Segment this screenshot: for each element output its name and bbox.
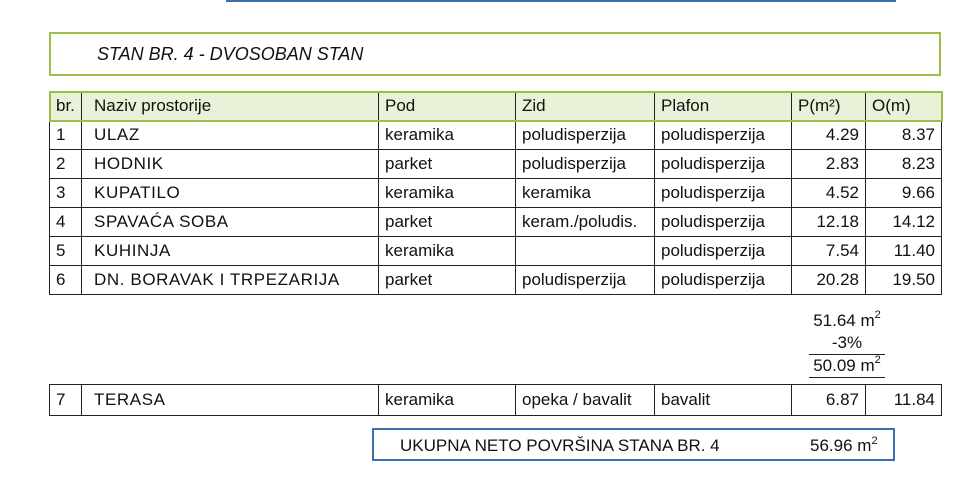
rooms-table: [49, 91, 942, 295]
table-row: [50, 266, 942, 295]
header-br: br.: [50, 92, 82, 121]
header-name: Naziv prostorije: [82, 92, 379, 121]
ceiling-material: poludisperzija: [655, 237, 792, 266]
wall-material: poludisperzija: [516, 266, 655, 295]
room-perimeter: 19.50: [866, 266, 942, 295]
wall-material: opeka / bavalit: [516, 385, 655, 416]
floor-material: parket: [379, 208, 516, 237]
room-perimeter: 14.12: [866, 208, 942, 237]
apartment-title-box: [49, 32, 941, 76]
room-name: KUHINJA: [82, 237, 379, 266]
room-area: 4.29: [792, 121, 866, 150]
subtotal-area: 51.64 $m^2$: [813, 309, 881, 330]
net-area: 50.09 $m^2$: [809, 355, 885, 378]
room-perimeter: 9.66: [866, 179, 942, 208]
wall-material: [516, 237, 655, 266]
floor-material: keramika: [379, 237, 516, 266]
row-number: 5: [50, 237, 82, 266]
header-plafon: Plafon: [655, 92, 792, 121]
floor-material: keramika: [379, 385, 516, 416]
table-header-row: [50, 92, 942, 121]
floor-material: parket: [379, 266, 516, 295]
room-area: 2.83: [792, 150, 866, 179]
room-area: 20.28: [792, 266, 866, 295]
row-number: 7: [50, 385, 82, 416]
top-frame: [226, 0, 896, 2]
ceiling-material: poludisperzija: [655, 179, 792, 208]
floor-material: keramika: [379, 179, 516, 208]
table-row: [50, 385, 942, 416]
terrace-table: [49, 384, 942, 416]
floor-material: keramika: [379, 121, 516, 150]
wall-material: poludisperzija: [516, 150, 655, 179]
table-row: [50, 208, 942, 237]
apartment-title: STAN BR. 4 - DVOSOBAN STAN: [97, 43, 364, 64]
total-area-value: 56.96 $m^2$: [810, 435, 878, 455]
table-row: [50, 179, 942, 208]
row-number: 3: [50, 179, 82, 208]
header-zid: Zid: [516, 92, 655, 121]
room-area: 4.52: [792, 179, 866, 208]
room-name: HODNIK: [82, 150, 379, 179]
row-number: 6: [50, 266, 82, 295]
ceiling-material: bavalit: [655, 385, 792, 416]
room-area: 7.54: [792, 237, 866, 266]
header-pod: Pod: [379, 92, 516, 121]
area-summary: [809, 310, 885, 378]
table-row: [50, 237, 942, 266]
ceiling-material: poludisperzija: [655, 208, 792, 237]
total-area-label: UKUPNA NETO POVRŠINA STANA BR. 4: [400, 436, 720, 455]
room-name: DN. BORAVAK I TRPEZARIJA: [82, 266, 379, 295]
room-perimeter: 8.23: [866, 150, 942, 179]
room-perimeter: 11.84: [866, 385, 942, 416]
room-name: ULAZ: [82, 121, 379, 150]
wall-material: keramika: [516, 179, 655, 208]
reduction-percent: -3%: [809, 332, 885, 355]
room-name: KUPATILO: [82, 179, 379, 208]
row-number: 2: [50, 150, 82, 179]
ceiling-material: poludisperzija: [655, 266, 792, 295]
room-perimeter: 11.40: [866, 237, 942, 266]
room-name: SPAVAĆA SOBA: [82, 208, 379, 237]
room-area: 6.87: [792, 385, 866, 416]
row-number: 1: [50, 121, 82, 150]
wall-material: poludisperzija: [516, 121, 655, 150]
row-number: 4: [50, 208, 82, 237]
room-area: 12.18: [792, 208, 866, 237]
header-area: P(m²): [792, 92, 866, 121]
table-row: [50, 150, 942, 179]
ceiling-material: poludisperzija: [655, 150, 792, 179]
table-row: [50, 121, 942, 150]
floor-material: parket: [379, 150, 516, 179]
room-perimeter: 8.37: [866, 121, 942, 150]
header-perimeter: O(m): [866, 92, 942, 121]
room-name: TERASA: [82, 385, 379, 416]
total-area-box: [372, 428, 895, 461]
wall-material: keram./poludis.: [516, 208, 655, 237]
ceiling-material: poludisperzija: [655, 121, 792, 150]
